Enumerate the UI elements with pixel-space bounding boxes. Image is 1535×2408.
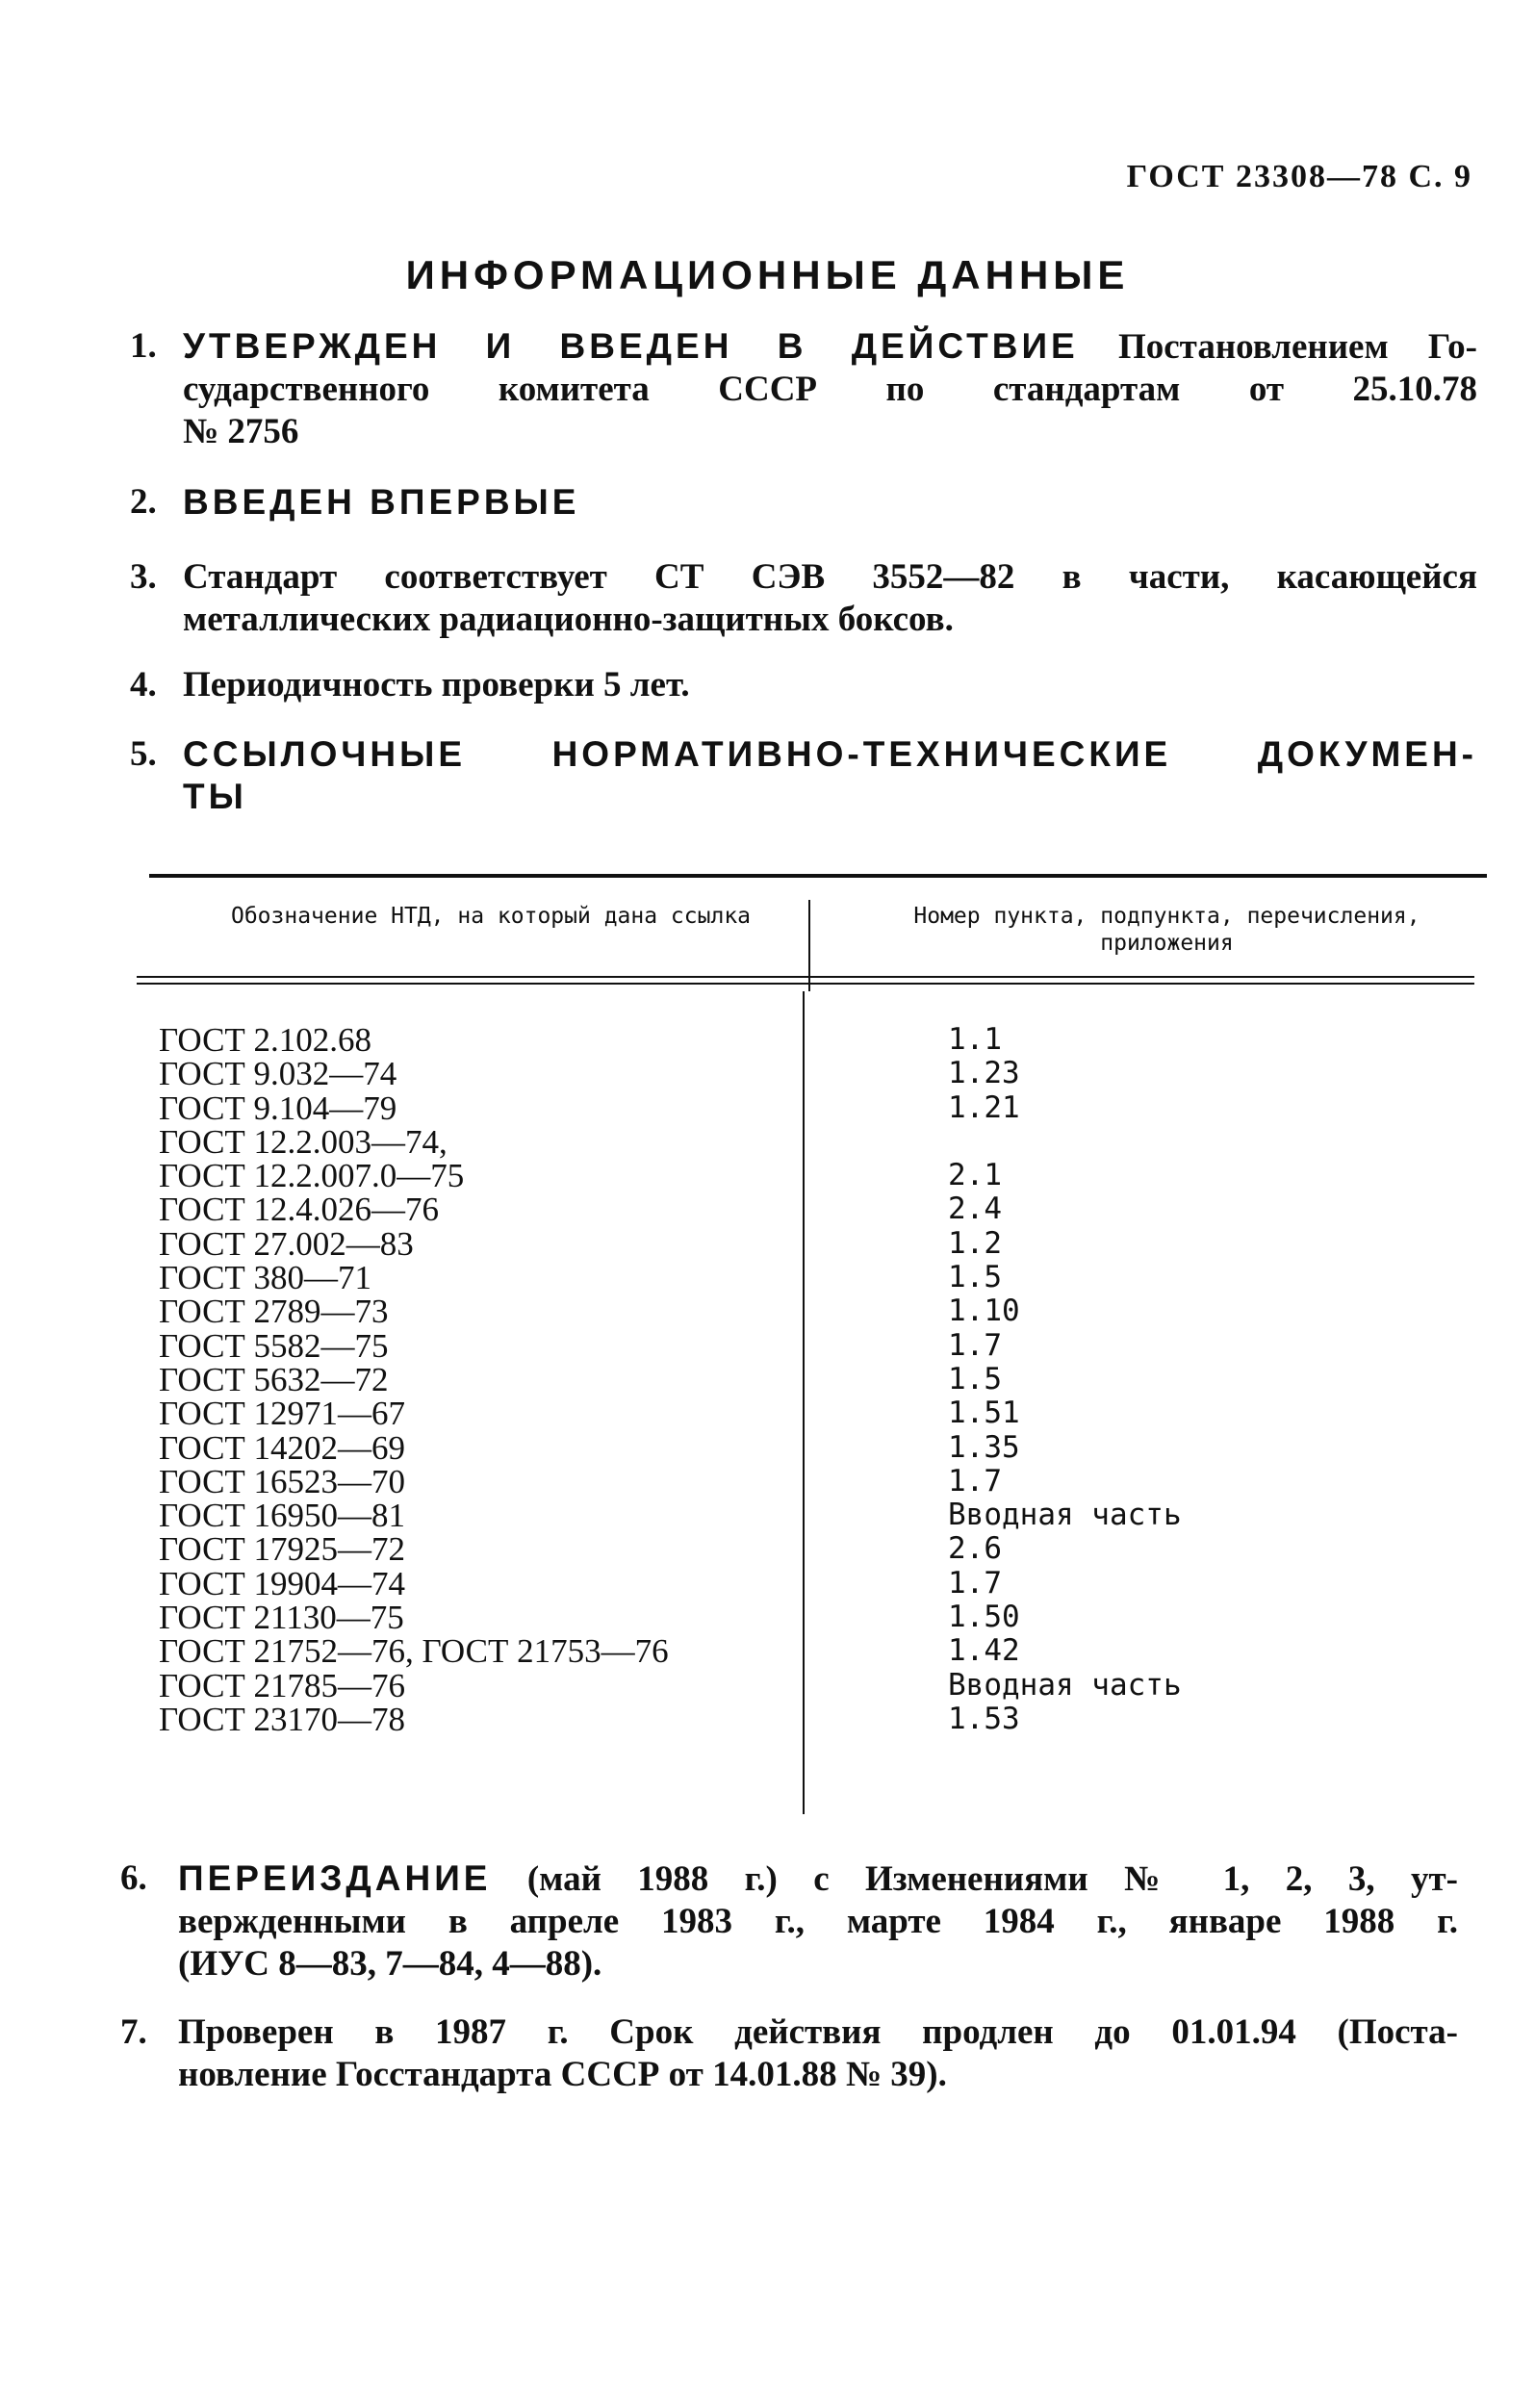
- table-row-designation: ГОСТ 14202—69: [159, 1428, 406, 1467]
- item-6-line-2: вержденными в апреле 1983 г., марте 1984 г., январе 1988 г.: [178, 1902, 1458, 1941]
- item-3: [183, 556, 1477, 641]
- item-2-number: 2.: [130, 482, 157, 522]
- item-6-line-1: [178, 1857, 1458, 1901]
- table-row-designation: ГОСТ 16950—81: [159, 1497, 406, 1535]
- table-header-rule-2: [137, 983, 1474, 985]
- table-row-designation: ГОСТ 16523—70: [159, 1462, 406, 1500]
- table-row-clause: Вводная часть: [948, 1498, 1182, 1533]
- table-header-designation: Обозначение НТД, на который дана ссылка: [230, 904, 752, 929]
- item-7-line-1: Проверен в 1987 г. Срок действия продлен до 01.01.94 (Поста-: [178, 2012, 1458, 2052]
- item-5-line-2: ТЫ: [183, 777, 247, 816]
- table-row-clause: 1.2: [948, 1225, 1002, 1261]
- table-row-designation: ГОСТ 19904—74: [159, 1564, 406, 1602]
- table-row-clause: 1.42: [948, 1633, 1020, 1669]
- table-row-clause: 1.50: [948, 1600, 1020, 1635]
- table-row-designation: ГОСТ 12971—67: [159, 1395, 406, 1433]
- item-7: [178, 2011, 1458, 2096]
- table-row-designation: ГОСТ 21130—75: [159, 1599, 404, 1637]
- item-6-line-1-rest: (май 1988 г.) с Изменениями № 1, 2, 3, ут-: [526, 1859, 1458, 1899]
- table-row-clause: [948, 1125, 1182, 1159]
- table-header-rule-1: [137, 976, 1474, 978]
- table-row-designation: ГОСТ 17925—72: [159, 1530, 406, 1569]
- item-6: [178, 1857, 1458, 1985]
- page-header: ГОСТ 23308—78 С. 9: [1126, 159, 1472, 194]
- table-row-designation: ГОСТ 380—71: [159, 1259, 372, 1297]
- table-row-designation: ГОСТ 9.104—79: [159, 1089, 397, 1127]
- item-5-line-1: ССЫЛОЧНЫЕ НОРМАТИВНО-ТЕХНИЧЕСКИЕ ДОКУМЕН-: [183, 734, 1477, 774]
- table-row-clause: 2.4: [948, 1191, 1002, 1227]
- table-row-clause: 1.23: [948, 1056, 1020, 1091]
- table-row-clause: 1.1: [948, 1022, 1002, 1057]
- item-6-line-3: (ИУС 8—83, 7—84, 4—88).: [178, 1944, 602, 1984]
- item-7-line-2: новление Госстандарта СССР от 14.01.88 № 39).: [178, 2055, 947, 2094]
- table-top-rule: [149, 874, 1487, 878]
- table-row-designation: ГОСТ 12.4.026—76: [159, 1191, 440, 1229]
- table-row-designation: ГОСТ 2.102.68: [159, 1021, 372, 1059]
- item-5: [183, 733, 1477, 818]
- item-3-line-2: металлических радиационно-защитных боксов.: [183, 600, 954, 639]
- item-3-line-1: Стандарт соответствует СТ СЭВ 3552—82 в части, касающейся: [183, 557, 1477, 597]
- item-6-number: 6.: [120, 1858, 147, 1898]
- table-row-clause: 1.7: [948, 1463, 1002, 1499]
- table-row-clause: 2.6: [948, 1531, 1002, 1567]
- table-row-clause: 2.1: [948, 1158, 1002, 1193]
- table-row-designation: ГОСТ 2789—73: [159, 1293, 389, 1331]
- table-row-designation: ГОСТ 21752—76, ГОСТ 21753—76: [159, 1632, 669, 1671]
- table-row-clause: 1.53: [948, 1701, 1020, 1736]
- table-row-clause: Вводная часть: [948, 1667, 1182, 1703]
- table-row-clause: 1.5: [948, 1260, 1002, 1295]
- table-clause-column: [948, 1023, 1182, 1736]
- table-row-clause: 1.21: [948, 1089, 1020, 1125]
- table-row-clause: 1.5: [948, 1361, 1002, 1396]
- item-3-number: 3.: [130, 557, 157, 597]
- item-4-number: 4.: [130, 665, 157, 704]
- table-row-designation: ГОСТ 5632—72: [159, 1360, 389, 1398]
- table-row-clause: 1.51: [948, 1396, 1020, 1431]
- table-row-clause: 1.10: [948, 1294, 1020, 1329]
- table-row-designation: ГОСТ 23170—78: [159, 1700, 406, 1738]
- table-row-designation: ГОСТ 12.2.007.0—75: [159, 1157, 465, 1195]
- item-1-line-2: сударственного комитета СССР по стандартам от 25.10.78: [183, 370, 1477, 409]
- table-body-divider: [803, 991, 805, 1814]
- table-row-designation: ГОСТ 27.002—83: [159, 1224, 414, 1263]
- item-1: [183, 325, 1477, 453]
- table-row-clause: 1.7: [948, 1565, 1002, 1601]
- item-6-lead: ПЕРЕИЗДАНИЕ: [178, 1858, 492, 1898]
- item-5-number: 5.: [130, 734, 157, 774]
- table-row-designation: ГОСТ 9.032—74: [159, 1055, 397, 1093]
- item-1-line-3: № 2756: [183, 412, 299, 451]
- table-designation-column: [159, 1023, 669, 1736]
- item-4-text: Периодичность проверки 5 лет.: [183, 665, 690, 704]
- page-title: ИНФОРМАЦИОННЫЕ ДАННЫЕ: [405, 252, 1130, 297]
- table-row-designation: ГОСТ 5582—75: [159, 1326, 389, 1365]
- table-row-clause: 1.35: [948, 1429, 1020, 1465]
- table-row-designation: ГОСТ 12.2.003—74,: [159, 1122, 448, 1161]
- table-row-clause: 1.7: [948, 1327, 1002, 1363]
- item-1-line-1: [183, 325, 1477, 369]
- table-row-designation: ГОСТ 21785—76: [159, 1666, 406, 1704]
- item-2-text: ВВЕДЕН ВПЕРВЫЕ: [183, 482, 580, 522]
- table-header-clause: Номер пункта, подпункта, перечисления, приложения: [913, 904, 1420, 956]
- item-7-number: 7.: [120, 2012, 147, 2052]
- item-1-number: 1.: [130, 326, 157, 366]
- item-1-lead: УТВЕРЖДЕН И ВВЕДЕН В ДЕЙСТВИЕ: [183, 326, 1079, 366]
- item-1-line-1-rest: Постановлением Го-: [1117, 327, 1478, 367]
